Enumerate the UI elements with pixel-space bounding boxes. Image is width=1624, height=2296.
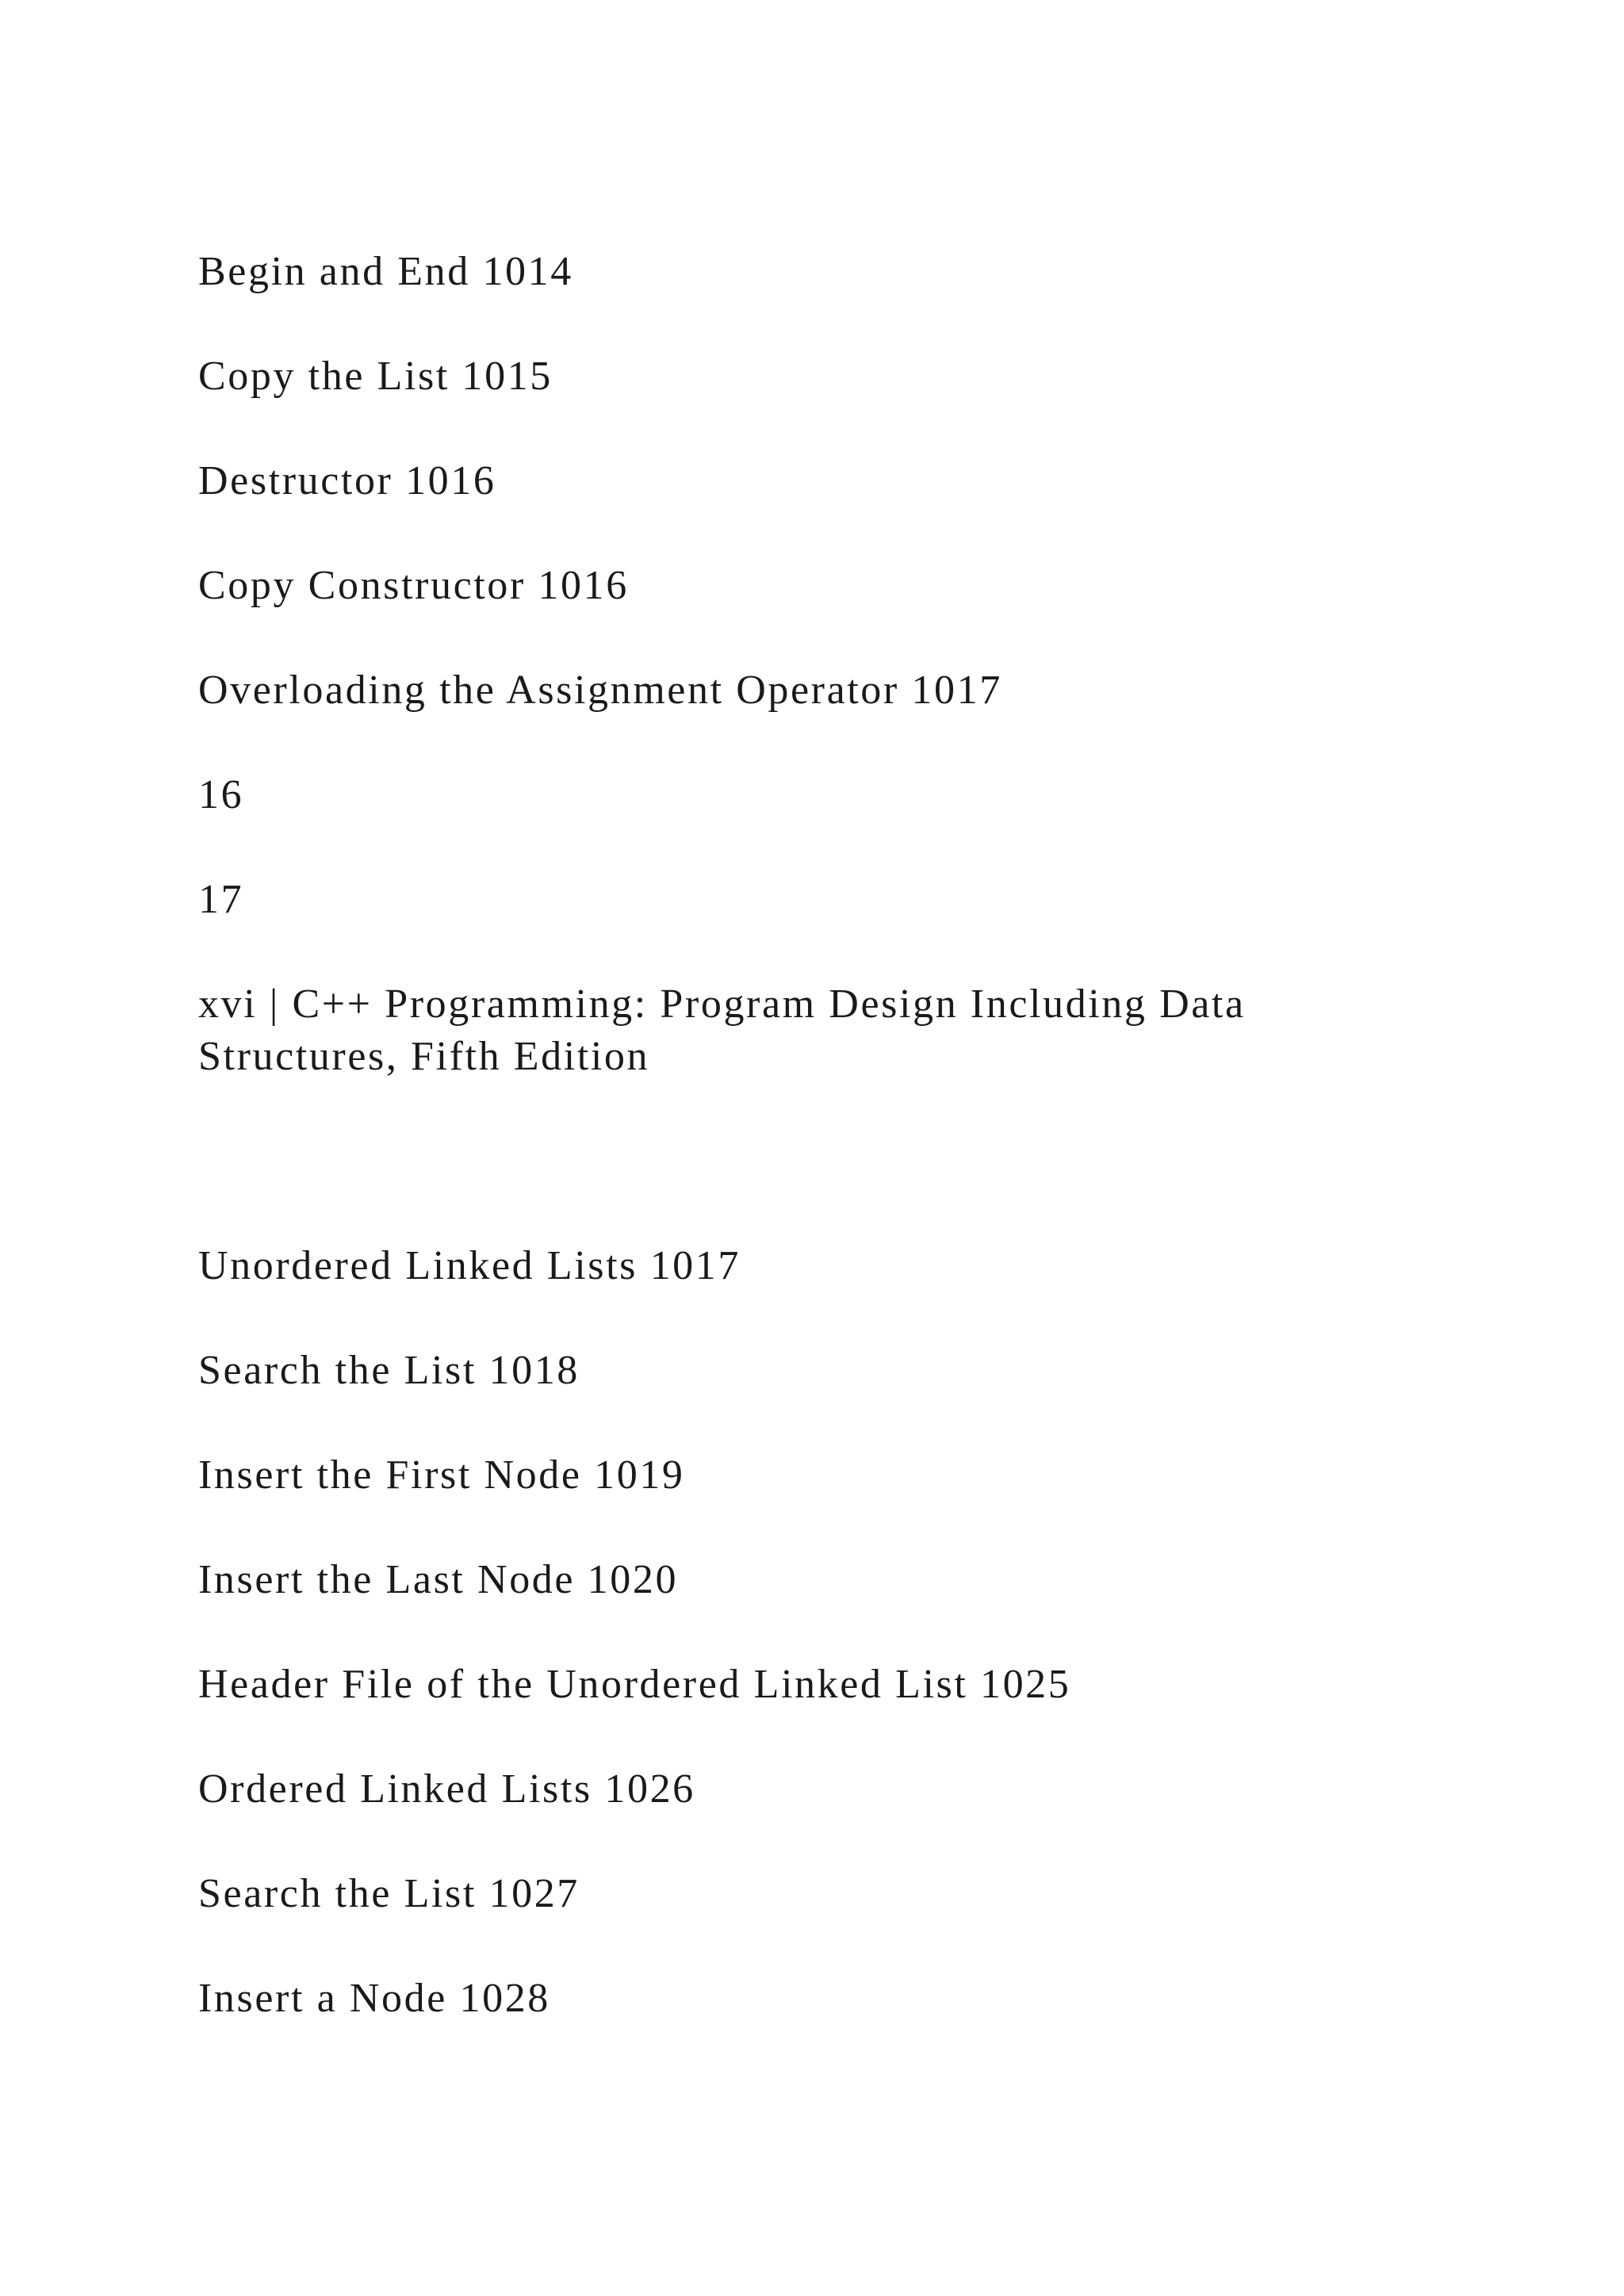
toc-entry: Copy Constructor 1016: [198, 563, 629, 608]
toc-entry: Insert the Last Node 1020: [198, 1557, 679, 1602]
running-header: xvi | C++ Programming: Program Design Including Data Structures, Fifth Edition: [198, 982, 1246, 1079]
toc-entry: Insert the First Node 1019: [198, 1452, 685, 1498]
toc-entry: Ordered Linked Lists 1026: [198, 1766, 695, 1812]
toc-entry: Destructor 1016: [198, 458, 496, 503]
toc-entry: Begin and End 1014: [198, 249, 573, 294]
toc-entry: Search the List 1018: [198, 1348, 580, 1393]
toc-entry: Insert a Node 1028: [198, 1976, 550, 2021]
chapter-number: 17: [198, 877, 244, 922]
toc-entry: Unordered Linked Lists 1017: [198, 1243, 741, 1288]
toc-entry: Header File of the Unordered Linked List 1025: [198, 1662, 1071, 1707]
toc-entry: Overloading the Assignment Operator 1017: [198, 668, 1002, 713]
toc-entry: Copy the List 1015: [198, 354, 553, 399]
toc-entry: Search the List 1027: [198, 1871, 580, 1916]
chapter-number: 16: [198, 772, 244, 817]
